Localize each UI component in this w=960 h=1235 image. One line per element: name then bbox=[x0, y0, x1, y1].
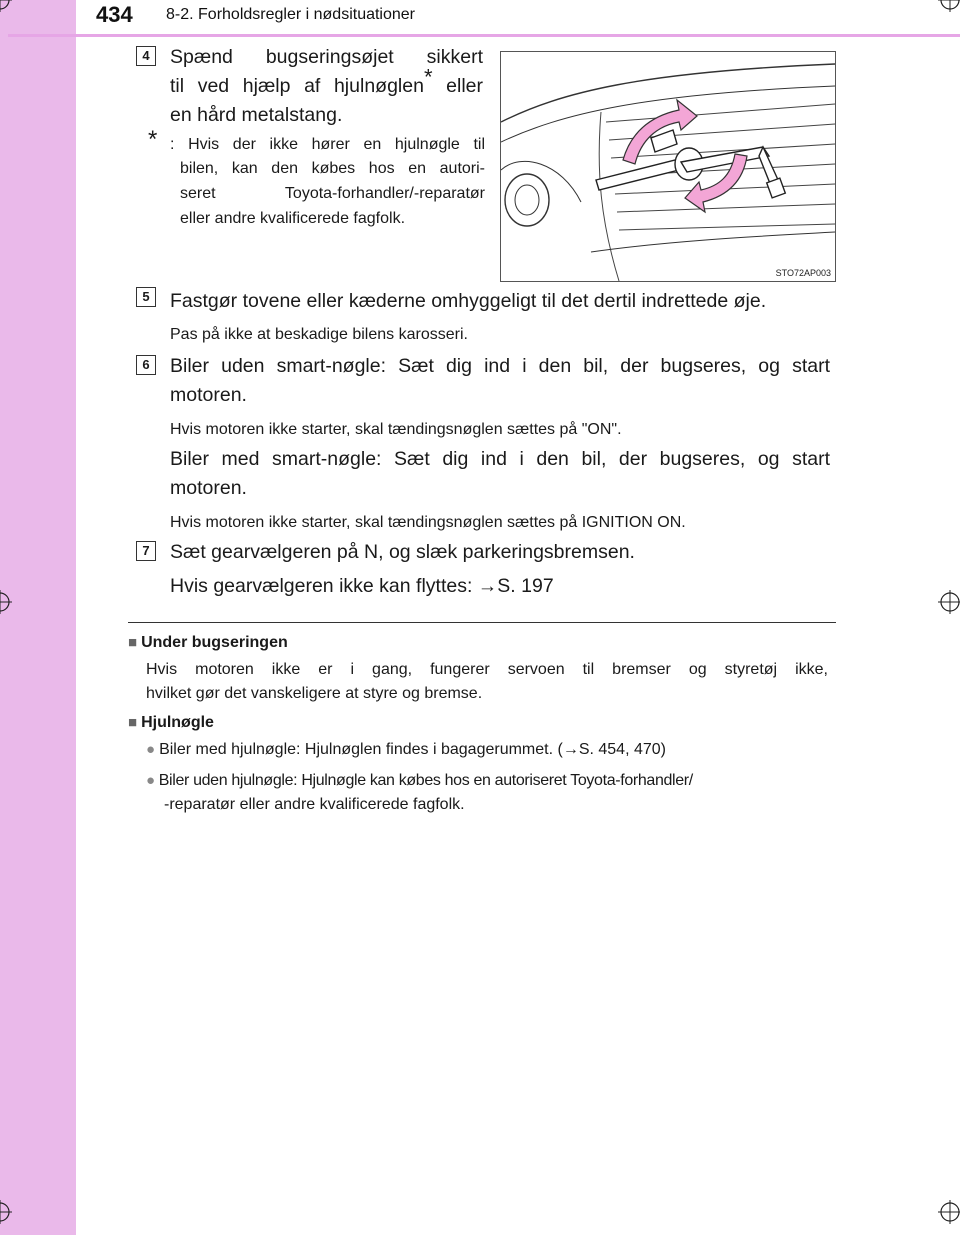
square-bullet-icon: ■ bbox=[128, 634, 138, 651]
header-rule bbox=[8, 34, 960, 37]
page-number: 434 bbox=[96, 2, 133, 27]
step-4-line-3: en hård metalstang. bbox=[170, 104, 343, 126]
step-6a-line-2: motoren. bbox=[170, 384, 247, 406]
note-2-bullet-2: ● Biler uden hjulnøgle: Hjulnøgle kan købes hos en autoriseret Toyota-forhandler/ bbox=[146, 772, 693, 789]
note-2-bullet-1: ● Biler med hjulnøgle: Hjulnøglen findes i bagagerummet. (→S. 454, 470) bbox=[146, 741, 666, 758]
crop-mark-icon bbox=[938, 1200, 960, 1224]
note-1-line-2: hvilket gør det vanskeligere at styre og bremse. bbox=[146, 685, 483, 702]
section-title: 8-2. Forholdsregler i nødsituationer bbox=[166, 6, 416, 23]
note-2-title: ■ Hjulnøgle bbox=[128, 714, 214, 731]
crop-mark-icon bbox=[0, 590, 12, 614]
crop-mark-icon bbox=[0, 1200, 12, 1224]
crop-mark-icon bbox=[0, 0, 12, 12]
square-bullet-icon: ■ bbox=[128, 714, 138, 731]
step-5-text: Fastgør tovene eller kæderne omhyggeligt til det dertil indrettede øje. bbox=[170, 290, 767, 312]
section-divider bbox=[128, 622, 836, 623]
bumper-grille-drawing bbox=[501, 52, 835, 281]
chapter-sidebar bbox=[0, 0, 76, 1235]
page-ref-link[interactable]: S. 454, 470) bbox=[578, 741, 666, 758]
footnote-line-4: eller andre kvalificerede fagfolk. bbox=[180, 210, 406, 227]
note-2-bullet-2-line-2: -reparatør eller andre kvalificerede fagfolk. bbox=[164, 796, 465, 813]
round-bullet-icon: ● bbox=[146, 741, 156, 758]
note-1-line-1: Hvis motoren ikke er i gang, fungerer servoen til bremser og styretøj ikke, bbox=[146, 661, 828, 678]
step-6b-line-1: Biler med smart-nøgle: Sæt dig ind i den bil, der bugseres, og start bbox=[170, 448, 830, 470]
footnote-line-3: seret Toyota-forhandler/-reparatør bbox=[180, 185, 485, 202]
step-number-4: 4 bbox=[136, 46, 156, 66]
step-6b-note: Hvis motoren ikke starter, skal tændingsnøglen sættes på IGNITION ON. bbox=[170, 514, 686, 531]
crop-mark-icon bbox=[938, 0, 960, 12]
arrow-right-icon: → bbox=[477, 575, 498, 597]
note-1-title: ■ Under bugseringen bbox=[128, 634, 288, 651]
step-4-line-2: til ved hjælp af hjulnøglen* eller bbox=[170, 64, 483, 97]
footnote-line-1: : Hvis der ikke hører en hjulnøgle til bbox=[170, 136, 485, 153]
crop-mark-icon bbox=[938, 590, 960, 614]
towing-eye-illustration bbox=[500, 51, 836, 282]
step-number-7: 7 bbox=[136, 541, 156, 561]
step-6a-note: Hvis motoren ikke starter, skal tændingsnøglen sættes på "ON". bbox=[170, 421, 622, 438]
footnote-star: * bbox=[423, 64, 433, 90]
arrow-right-icon: → bbox=[562, 741, 579, 758]
step-6b-line-2: motoren. bbox=[170, 477, 247, 499]
step-7-line-2: Hvis gearvælgeren ikke kan flyttes: →S. 197 bbox=[170, 575, 554, 597]
footnote-marker: * bbox=[148, 126, 158, 153]
round-bullet-icon: ● bbox=[146, 772, 155, 789]
step-5-note: Pas på ikke at beskadige bilens karosseri. bbox=[170, 326, 468, 343]
page-ref-link[interactable]: S. 197 bbox=[497, 575, 554, 597]
step-number-5: 5 bbox=[136, 287, 156, 307]
step-7-line-1: Sæt gearvælgeren på N, og slæk parkeringsbremsen. bbox=[170, 541, 635, 563]
footnote-line-2: bilen, kan den købes hos en autori- bbox=[180, 160, 485, 177]
step-6a-line-1: Biler uden smart-nøgle: Sæt dig ind i den bil, der bugseres, og start bbox=[170, 355, 830, 377]
figure-code: STO72AP003 bbox=[775, 268, 831, 278]
step-4-line-1: Spænd bugseringsøjet sikkert bbox=[170, 46, 483, 68]
step-number-6: 6 bbox=[136, 355, 156, 375]
